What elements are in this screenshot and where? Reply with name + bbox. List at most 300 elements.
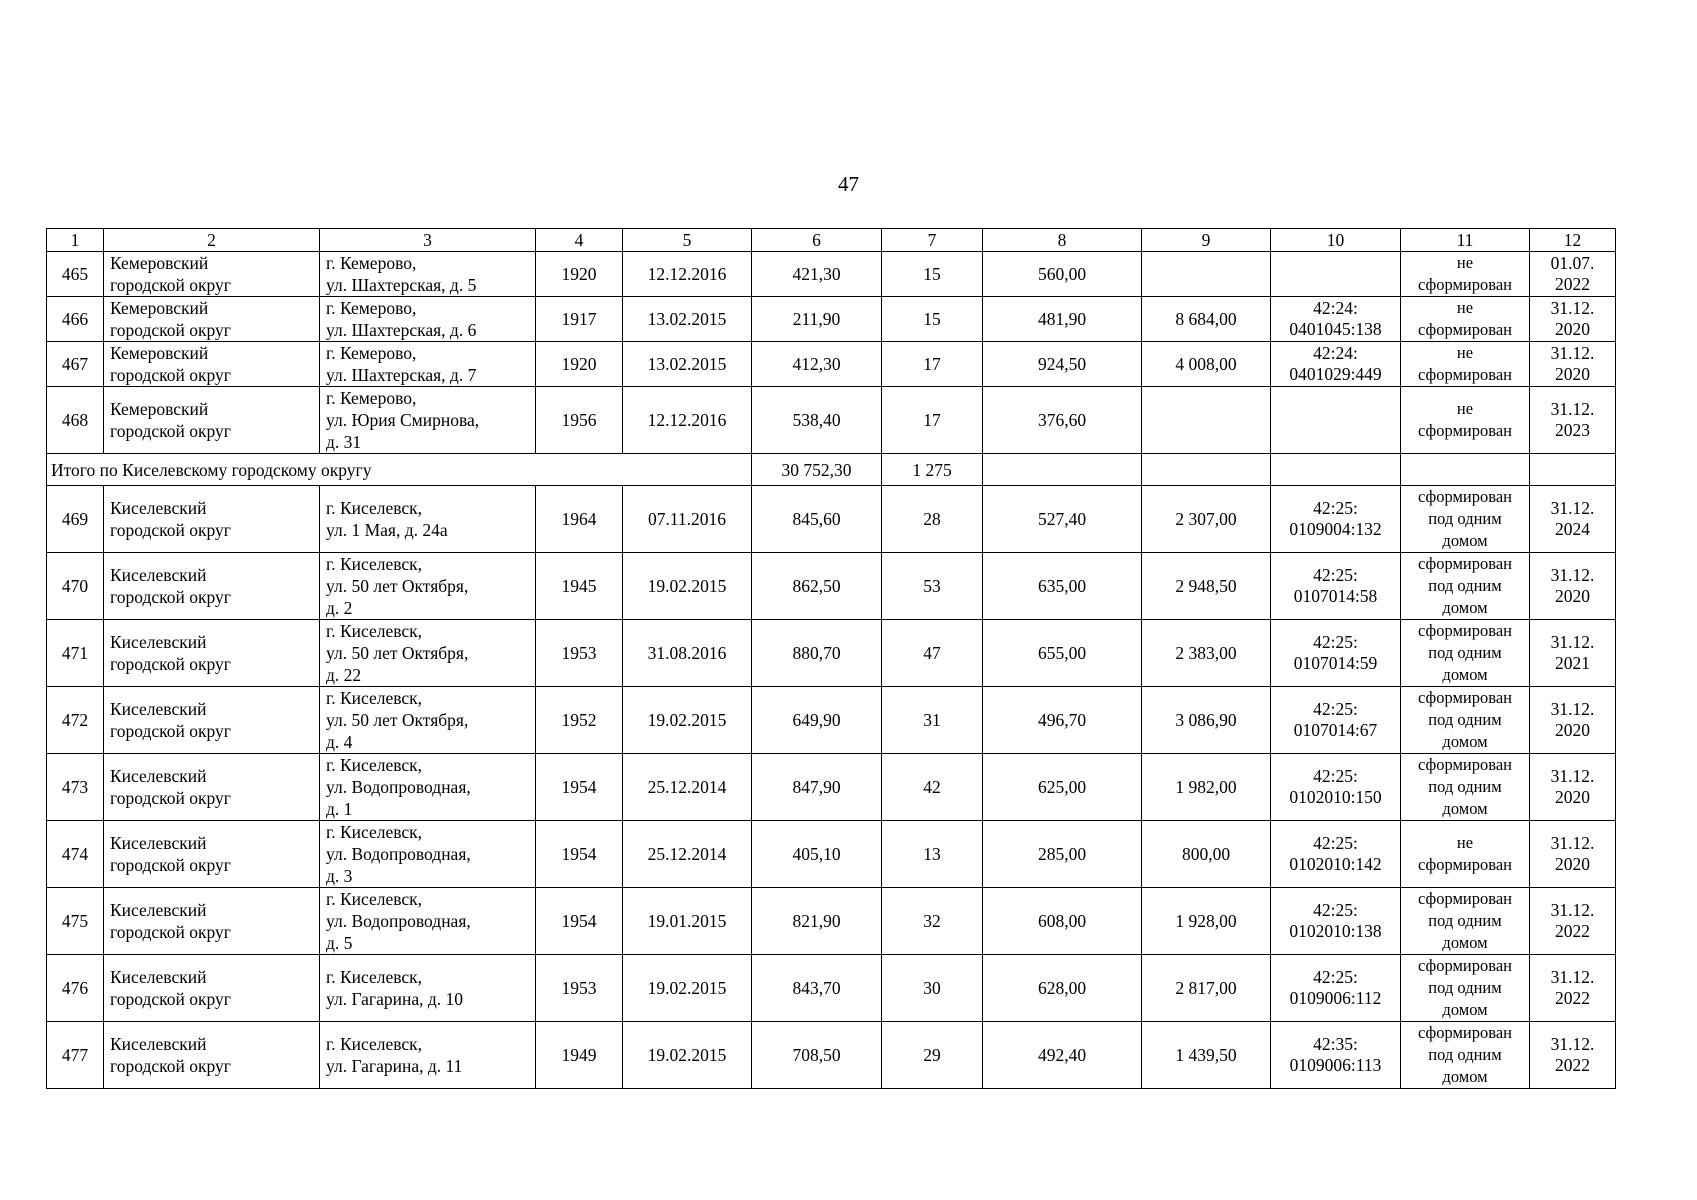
- column-header-3: 3: [320, 229, 536, 252]
- municipality-cell: [104, 553, 320, 620]
- deadline-line: 2022: [1555, 274, 1590, 294]
- address-line: ул. Гагарина, д. 11: [326, 1056, 463, 1076]
- address-cell: [320, 252, 536, 297]
- column-header-7: 7: [882, 229, 983, 252]
- table-row: [47, 553, 1616, 620]
- status-cell: [1401, 687, 1530, 754]
- cadastral-line: 42:25:: [1313, 498, 1358, 518]
- total-area: 30 752,30: [752, 454, 882, 486]
- cadastral-cell: [1271, 342, 1401, 387]
- residents-cell: 53: [882, 553, 983, 620]
- address-cell: [320, 1022, 536, 1089]
- total-residents: 1 275: [882, 454, 983, 486]
- address-line: г. Кемерово,: [326, 388, 417, 408]
- row-number: 472: [47, 687, 104, 754]
- row-number: 471: [47, 620, 104, 687]
- status-line: под одним: [1428, 710, 1502, 729]
- municipality-line: Киселевский: [110, 766, 207, 786]
- address-line: ул. Шахтерская, д. 5: [326, 275, 477, 295]
- municipality-line: Киселевский: [110, 833, 207, 853]
- address-cell: [320, 955, 536, 1022]
- residents-cell: 15: [882, 252, 983, 297]
- area-total-cell: 847,90: [752, 754, 882, 821]
- status-line: сформирован: [1418, 421, 1512, 440]
- municipality-line: Кемеровский: [110, 343, 209, 363]
- address-line: г. Киселевск,: [326, 1034, 423, 1054]
- cadastral-line: 0401045:138: [1289, 319, 1382, 339]
- address-line: г. Кемерово,: [326, 298, 417, 318]
- row-number: 476: [47, 955, 104, 1022]
- cadastral-line: 0102010:142: [1289, 854, 1382, 874]
- residents-cell: 42: [882, 754, 983, 821]
- status-line: не: [1456, 253, 1474, 272]
- cadastral-line: 42:25:: [1313, 565, 1358, 585]
- municipality-line: городской округ: [110, 721, 231, 741]
- area-land-cell: 492,40: [983, 1022, 1142, 1089]
- area-land-cell: 608,00: [983, 888, 1142, 955]
- status-line: сформирован: [1418, 855, 1512, 874]
- land-area-cell: [1142, 252, 1271, 297]
- date-cell: 19.02.2015: [623, 553, 752, 620]
- address-line: г. Киселевск,: [326, 621, 423, 641]
- deadline-line: 31.12.: [1550, 632, 1595, 652]
- address-line: ул. 50 лет Октября,: [326, 576, 469, 596]
- address-line: ул. 50 лет Октября,: [326, 643, 469, 663]
- municipality-cell: [104, 387, 320, 454]
- area-total-cell: 880,70: [752, 620, 882, 687]
- column-header-6: 6: [752, 229, 882, 252]
- municipality-line: городской округ: [110, 788, 231, 808]
- address-line: ул. Водопроводная,: [326, 844, 471, 864]
- page-number: 47: [838, 172, 859, 196]
- address-line: д. 2: [326, 598, 353, 618]
- deadline-cell: [1530, 955, 1616, 1022]
- date-cell: 31.08.2016: [623, 620, 752, 687]
- column-header-4: 4: [536, 229, 623, 252]
- cadastral-cell: [1271, 754, 1401, 821]
- deadline-line: 31.12.: [1550, 498, 1595, 518]
- cadastral-line: 0107014:59: [1293, 653, 1378, 673]
- deadline-line: 2023: [1555, 420, 1590, 440]
- cadastral-cell: [1271, 553, 1401, 620]
- year-cell: 1954: [536, 821, 623, 888]
- year-cell: 1954: [536, 754, 623, 821]
- land-area-cell: 2 307,00: [1142, 486, 1271, 553]
- address-cell: [320, 486, 536, 553]
- residents-cell: 28: [882, 486, 983, 553]
- table-row: [47, 342, 1616, 387]
- municipality-line: Кемеровский: [110, 399, 209, 419]
- municipality-line: городской округ: [110, 1056, 231, 1076]
- status-cell: [1401, 387, 1530, 454]
- cadastral-line: 0102010:138: [1289, 921, 1382, 941]
- status-cell: [1401, 1022, 1530, 1089]
- total-empty-cell: [983, 454, 1142, 486]
- deadline-line: 2020: [1555, 319, 1590, 339]
- status-line: домом: [1442, 665, 1488, 684]
- table-row: [47, 888, 1616, 955]
- address-line: д. 4: [326, 732, 353, 752]
- row-number: 470: [47, 553, 104, 620]
- deadline-cell: [1530, 342, 1616, 387]
- status-cell: [1401, 297, 1530, 342]
- status-cell: [1401, 955, 1530, 1022]
- land-area-cell: 1 982,00: [1142, 754, 1271, 821]
- cadastral-cell: [1271, 297, 1401, 342]
- deadline-line: 01.07.: [1550, 253, 1595, 273]
- land-area-cell: 800,00: [1142, 821, 1271, 888]
- deadline-line: 2022: [1555, 1055, 1590, 1075]
- date-cell: 19.02.2015: [623, 687, 752, 754]
- year-cell: 1956: [536, 387, 623, 454]
- deadline-cell: [1530, 687, 1616, 754]
- area-total-cell: 412,30: [752, 342, 882, 387]
- residents-cell: 15: [882, 297, 983, 342]
- address-line: г. Киселевск,: [326, 967, 423, 987]
- year-cell: 1953: [536, 620, 623, 687]
- status-line: домом: [1442, 799, 1488, 818]
- column-header-1: 1: [47, 229, 104, 252]
- status-line: не: [1456, 833, 1474, 852]
- status-line: под одним: [1428, 1045, 1502, 1064]
- address-line: д. 5: [326, 933, 353, 953]
- deadline-cell: [1530, 387, 1616, 454]
- deadline-line: 31.12.: [1550, 766, 1595, 786]
- residents-cell: 13: [882, 821, 983, 888]
- cadastral-cell: [1271, 955, 1401, 1022]
- status-line: сформирован: [1418, 554, 1512, 573]
- address-line: ул. Шахтерская, д. 6: [326, 320, 477, 340]
- row-number: 466: [47, 297, 104, 342]
- status-line: под одним: [1428, 911, 1502, 930]
- address-line: г. Киселевск,: [326, 755, 423, 775]
- address-line: г. Киселевск,: [326, 498, 423, 518]
- status-line: домом: [1442, 531, 1488, 550]
- total-empty-cell: [1530, 454, 1616, 486]
- deadline-line: 2020: [1555, 787, 1590, 807]
- status-line: сформирован: [1418, 889, 1512, 908]
- deadline-cell: [1530, 553, 1616, 620]
- cadastral-line: 42:24:: [1313, 298, 1358, 318]
- column-header-8: 8: [983, 229, 1142, 252]
- municipality-line: Киселевский: [110, 967, 207, 987]
- municipality-cell: [104, 1022, 320, 1089]
- column-header-5: 5: [623, 229, 752, 252]
- table-row: [47, 297, 1616, 342]
- cadastral-line: 0109006:112: [1289, 988, 1382, 1008]
- address-line: ул. Шахтерская, д. 7: [326, 365, 477, 385]
- date-cell: 19.02.2015: [623, 955, 752, 1022]
- deadline-line: 31.12.: [1550, 699, 1595, 719]
- address-cell: [320, 342, 536, 387]
- deadline-line: 2020: [1555, 364, 1590, 384]
- status-line: не: [1456, 298, 1474, 317]
- area-total-cell: 845,60: [752, 486, 882, 553]
- cadastral-line: 42:25:: [1313, 900, 1358, 920]
- municipality-line: Киселевский: [110, 565, 207, 585]
- area-land-cell: 285,00: [983, 821, 1142, 888]
- column-header-11: 11: [1401, 229, 1530, 252]
- status-line: домом: [1442, 732, 1488, 751]
- area-land-cell: 655,00: [983, 620, 1142, 687]
- status-line: домом: [1442, 933, 1488, 952]
- address-line: ул. Водопроводная,: [326, 911, 471, 931]
- status-line: сформирован: [1418, 1023, 1512, 1042]
- municipality-line: городской округ: [110, 587, 231, 607]
- deadline-cell: [1530, 620, 1616, 687]
- status-line: под одним: [1428, 509, 1502, 528]
- address-line: ул. Водопроводная,: [326, 777, 471, 797]
- deadline-line: 31.12.: [1550, 833, 1595, 853]
- municipality-line: городской округ: [110, 922, 231, 942]
- residents-cell: 32: [882, 888, 983, 955]
- municipality-line: городской округ: [110, 654, 231, 674]
- municipality-cell: [104, 297, 320, 342]
- area-land-cell: 924,50: [983, 342, 1142, 387]
- residents-cell: 17: [882, 387, 983, 454]
- deadline-line: 31.12.: [1550, 900, 1595, 920]
- status-line: сформирован: [1418, 487, 1512, 506]
- deadline-line: 2022: [1555, 988, 1590, 1008]
- total-empty-cell: [1271, 454, 1401, 486]
- address-cell: [320, 687, 536, 754]
- deadline-cell: [1530, 888, 1616, 955]
- cadastral-line: 42:35:: [1313, 1034, 1358, 1054]
- table-row: [47, 387, 1616, 454]
- area-land-cell: 527,40: [983, 486, 1142, 553]
- address-cell: [320, 888, 536, 955]
- housing-register-table: [46, 228, 1616, 1089]
- municipality-cell: [104, 620, 320, 687]
- municipality-cell: [104, 486, 320, 553]
- status-line: не: [1456, 343, 1474, 362]
- cadastral-cell: [1271, 486, 1401, 553]
- cadastral-line: 42:25:: [1313, 632, 1358, 652]
- status-cell: [1401, 486, 1530, 553]
- area-total-cell: 649,90: [752, 687, 882, 754]
- area-total-cell: 821,90: [752, 888, 882, 955]
- area-land-cell: 481,90: [983, 297, 1142, 342]
- row-number: 469: [47, 486, 104, 553]
- municipality-line: Киселевский: [110, 498, 207, 518]
- municipality-cell: [104, 821, 320, 888]
- status-cell: [1401, 252, 1530, 297]
- land-area-cell: 2 383,00: [1142, 620, 1271, 687]
- column-header-10: 10: [1271, 229, 1401, 252]
- status-cell: [1401, 888, 1530, 955]
- address-line: ул. Гагарина, д. 10: [326, 989, 464, 1009]
- total-label: Итого по Киселевскому городскому округу: [47, 454, 752, 486]
- cadastral-cell: [1271, 888, 1401, 955]
- municipality-line: Кемеровский: [110, 298, 209, 318]
- status-cell: [1401, 620, 1530, 687]
- row-number: 477: [47, 1022, 104, 1089]
- municipality-line: Киселевский: [110, 699, 207, 719]
- municipality-line: городской округ: [110, 365, 231, 385]
- cadastral-cell: [1271, 387, 1401, 454]
- status-cell: [1401, 821, 1530, 888]
- date-cell: 07.11.2016: [623, 486, 752, 553]
- date-cell: 12.12.2016: [623, 387, 752, 454]
- deadline-cell: [1530, 1022, 1616, 1089]
- date-cell: 13.02.2015: [623, 342, 752, 387]
- address-cell: [320, 297, 536, 342]
- address-line: ул. 1 Мая, д. 24а: [326, 520, 448, 540]
- table-row: [47, 955, 1616, 1022]
- land-area-cell: 1 439,50: [1142, 1022, 1271, 1089]
- year-cell: 1952: [536, 687, 623, 754]
- cadastral-cell: [1271, 1022, 1401, 1089]
- address-line: д. 1: [326, 799, 353, 819]
- land-area-cell: 1 928,00: [1142, 888, 1271, 955]
- table-row: [47, 620, 1616, 687]
- area-total-cell: 708,50: [752, 1022, 882, 1089]
- land-area-cell: 8 684,00: [1142, 297, 1271, 342]
- row-number: 475: [47, 888, 104, 955]
- status-line: сформирован: [1418, 621, 1512, 640]
- land-area-cell: 3 086,90: [1142, 687, 1271, 754]
- deadline-cell: [1530, 754, 1616, 821]
- header-row: [47, 229, 1616, 252]
- status-line: под одним: [1428, 978, 1502, 997]
- status-line: домом: [1442, 1067, 1488, 1086]
- address-line: г. Киселевск,: [326, 889, 423, 909]
- area-land-cell: 635,00: [983, 553, 1142, 620]
- total-empty-cell: [1401, 454, 1530, 486]
- land-area-cell: [1142, 387, 1271, 454]
- cadastral-line: 42:24:: [1313, 343, 1358, 363]
- land-area-cell: 4 008,00: [1142, 342, 1271, 387]
- municipality-line: городской округ: [110, 421, 231, 441]
- municipality-line: Киселевский: [110, 632, 207, 652]
- address-line: г. Киселевск,: [326, 688, 423, 708]
- municipality-cell: [104, 252, 320, 297]
- status-line: сформирован: [1418, 688, 1512, 707]
- cadastral-cell: [1271, 687, 1401, 754]
- area-total-cell: 538,40: [752, 387, 882, 454]
- status-line: под одним: [1428, 576, 1502, 595]
- date-cell: 12.12.2016: [623, 252, 752, 297]
- date-cell: 19.01.2015: [623, 888, 752, 955]
- address-line: ул. Юрия Смирнова,: [326, 410, 480, 430]
- status-cell: [1401, 553, 1530, 620]
- municipality-cell: [104, 754, 320, 821]
- address-line: г. Кемерово,: [326, 253, 417, 273]
- municipality-line: городской округ: [110, 855, 231, 875]
- area-land-cell: 625,00: [983, 754, 1142, 821]
- area-total-cell: 862,50: [752, 553, 882, 620]
- cadastral-line: 42:25:: [1313, 833, 1358, 853]
- total-empty-cell: [1142, 454, 1271, 486]
- year-cell: 1953: [536, 955, 623, 1022]
- area-total-cell: 211,90: [752, 297, 882, 342]
- deadline-cell: [1530, 821, 1616, 888]
- municipality-line: городской округ: [110, 989, 231, 1009]
- area-total-cell: 843,70: [752, 955, 882, 1022]
- area-land-cell: 496,70: [983, 687, 1142, 754]
- cadastral-cell: [1271, 252, 1401, 297]
- row-number: 465: [47, 252, 104, 297]
- deadline-line: 31.12.: [1550, 399, 1595, 419]
- status-line: сформирован: [1418, 320, 1512, 339]
- municipality-line: городской округ: [110, 320, 231, 340]
- municipality-cell: [104, 888, 320, 955]
- municipality-cell: [104, 687, 320, 754]
- residents-cell: 29: [882, 1022, 983, 1089]
- address-cell: [320, 553, 536, 620]
- municipality-line: Киселевский: [110, 1034, 207, 1054]
- date-cell: 25.12.2014: [623, 821, 752, 888]
- deadline-line: 31.12.: [1550, 1034, 1595, 1054]
- address-cell: [320, 620, 536, 687]
- column-header-12: 12: [1530, 229, 1616, 252]
- area-total-cell: 405,10: [752, 821, 882, 888]
- address-cell: [320, 821, 536, 888]
- table-row: [47, 252, 1616, 297]
- deadline-line: 2020: [1555, 586, 1590, 606]
- cadastral-line: 0107014:67: [1293, 720, 1378, 740]
- status-line: сформирован: [1418, 365, 1512, 384]
- residents-cell: 47: [882, 620, 983, 687]
- deadline-cell: [1530, 486, 1616, 553]
- cadastral-line: 0109006:113: [1289, 1055, 1382, 1075]
- address-line: ул. 50 лет Октября,: [326, 710, 469, 730]
- address-line: г. Кемерово,: [326, 343, 417, 363]
- status-cell: [1401, 342, 1530, 387]
- year-cell: 1917: [536, 297, 623, 342]
- status-line: сформирован: [1418, 275, 1512, 294]
- municipality-line: городской округ: [110, 520, 231, 540]
- status-line: под одним: [1428, 643, 1502, 662]
- area-total-cell: 421,30: [752, 252, 882, 297]
- row-number: 473: [47, 754, 104, 821]
- year-cell: 1964: [536, 486, 623, 553]
- table-row: [47, 687, 1616, 754]
- year-cell: 1949: [536, 1022, 623, 1089]
- area-land-cell: 376,60: [983, 387, 1142, 454]
- table-row: [47, 1022, 1616, 1089]
- year-cell: 1945: [536, 553, 623, 620]
- deadline-line: 31.12.: [1550, 565, 1595, 585]
- status-line: под одним: [1428, 777, 1502, 796]
- address-cell: [320, 754, 536, 821]
- area-land-cell: 560,00: [983, 252, 1142, 297]
- deadline-line: 2021: [1555, 653, 1590, 673]
- cadastral-line: 0401029:449: [1289, 364, 1382, 384]
- status-line: не: [1456, 399, 1474, 418]
- column-header-9: 9: [1142, 229, 1271, 252]
- column-header-2: 2: [104, 229, 320, 252]
- status-cell: [1401, 754, 1530, 821]
- date-cell: 19.02.2015: [623, 1022, 752, 1089]
- cadastral-line: 0102010:150: [1289, 787, 1382, 807]
- deadline-line: 2024: [1555, 519, 1590, 539]
- row-number: 467: [47, 342, 104, 387]
- address-line: д. 22: [326, 665, 362, 685]
- date-cell: 25.12.2014: [623, 754, 752, 821]
- municipality-cell: [104, 342, 320, 387]
- land-area-cell: 2 948,50: [1142, 553, 1271, 620]
- cadastral-line: 42:25:: [1313, 967, 1358, 987]
- municipality-line: городской округ: [110, 275, 231, 295]
- deadline-cell: [1530, 252, 1616, 297]
- row-number: 468: [47, 387, 104, 454]
- area-land-cell: 628,00: [983, 955, 1142, 1022]
- address-cell: [320, 387, 536, 454]
- status-line: домом: [1442, 1000, 1488, 1019]
- row-number: 474: [47, 821, 104, 888]
- year-cell: 1954: [536, 888, 623, 955]
